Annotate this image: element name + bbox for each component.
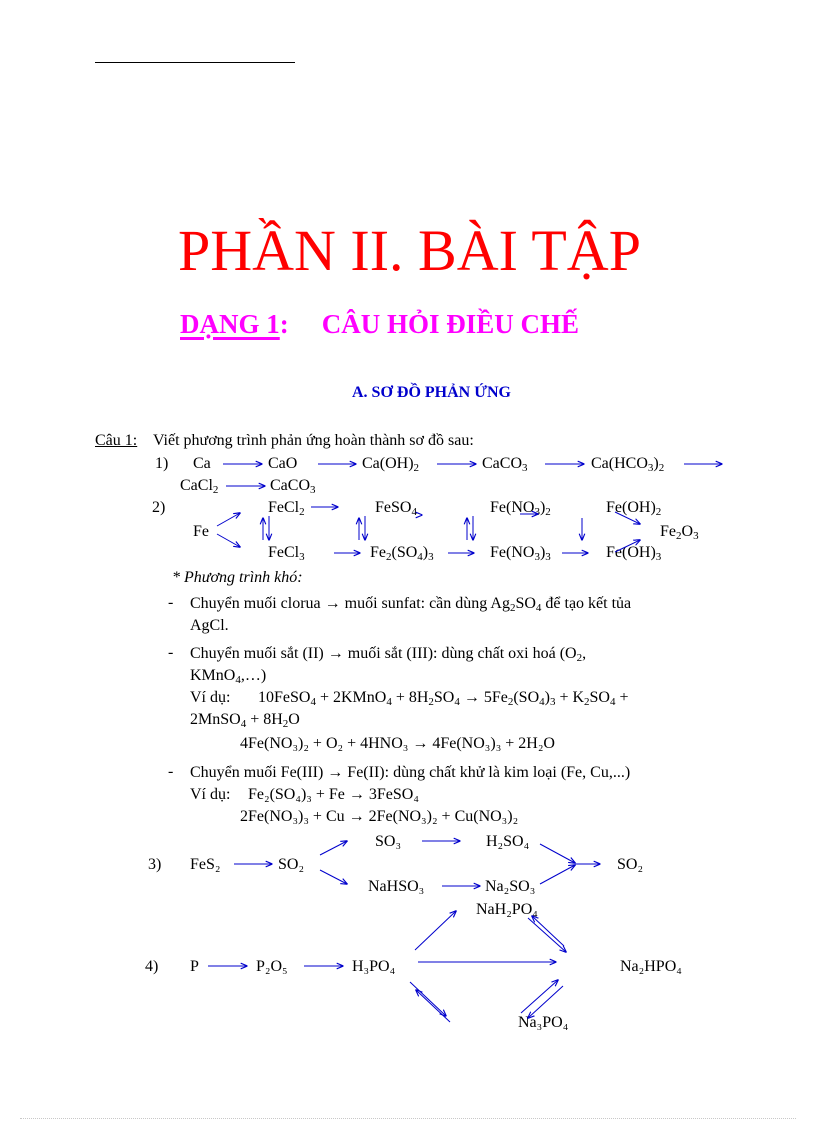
scheme-1-number: 1): [155, 455, 169, 472]
example-1-label: Ví dụ:: [190, 689, 231, 706]
s4-p2o5: P₂O₅: [256, 958, 288, 975]
s2-feso4: FeSO$_4$: [375, 499, 417, 518]
subtitle-text: CÂU HỎI ĐIỀU CHẾ: [321, 309, 580, 339]
s3-fes2: FeS₂: [190, 856, 221, 873]
s1-ca: Ca: [193, 455, 211, 472]
s1-cahco32: $Ca(HCO_3)_2$: [591, 455, 665, 474]
s3-na2so3: Na₂SO₃: [485, 878, 536, 895]
bullet-3: -: [168, 763, 174, 780]
question-prompt: Viết phương trình phản ứng hoàn thành sơ đồ sau:: [152, 432, 474, 449]
s2-feoh3: $Fe(OH)_3$: [606, 544, 662, 563]
s3-h2so4: H₂SO₄: [486, 833, 530, 850]
section-heading: A. SƠ ĐỒ PHẢN ỨNG: [352, 384, 511, 401]
note-2: Chuyển muối sắt (II) → muối sắt (III): dùng chất oxi hoá ($O_2$,: [190, 645, 587, 664]
s4-h3po4: H₃PO₄: [352, 958, 396, 975]
s1-caoh2: $Ca(OH)_2$: [362, 455, 420, 474]
equation-4: 2Fe(NO₃)₃ + Cu → 2Fe(NO₃)₂ + Cu(NO₃)₂: [240, 808, 519, 825]
subtitle-label: DẠNG 1: [180, 309, 280, 339]
bullet-2: -: [168, 644, 174, 661]
equation-1: 10FeSO$_4$ + 2KMnO$_4$ + $8H_2SO_4 \to 5Fe_2(SO_4)_3 + K_2SO_4$ +: [258, 689, 629, 708]
note-3: Chuyển muối Fe(III) → Fe(II): dùng chất khử là kim loại (Fe, Cu,...): [190, 764, 631, 781]
s1-caco3-b: CaCO$_3$: [270, 477, 316, 496]
s2-feno33: $Fe(NO_3)_3$: [490, 544, 551, 563]
s2-fe2o3: $Fe_2O_3$: [660, 523, 699, 542]
scheme-2-number: 2): [152, 499, 166, 516]
s4-nah2po4: NaH₂PO₄: [476, 901, 538, 918]
s3-so2-end: SO₂: [617, 856, 644, 873]
equation-2: 4Fe(NO₃)₂ + O₂ + 4HNO₃ → 4Fe(NO₃)₃ + 2H₂O: [240, 735, 555, 752]
s2-feoh2: $Fe(OH)_2$: [606, 499, 662, 518]
s2-fecl2: FeCl$_2$: [268, 499, 305, 518]
s2-fe: Fe: [193, 523, 209, 540]
scheme-4-number: 4): [145, 958, 159, 975]
s2-feno32: $Fe(NO_3)_2$: [490, 499, 551, 518]
note-2-cont: KMnO$_4$,…): [190, 667, 267, 686]
s1-caco3: CaCO$_3$: [482, 455, 528, 474]
bullet-1: -: [168, 594, 174, 611]
s4-na3po4: Na₃PO₄: [518, 1014, 569, 1031]
s3-so3: SO₃: [375, 833, 402, 850]
s4-na2hpo4: Na₂HPO₄: [620, 958, 682, 975]
s4-p: P: [190, 958, 199, 975]
question-label: Câu 1:: [95, 432, 138, 449]
note-1: Chuyển muối clorua → muối sunfat: cần dùng $Ag_2SO_4$ để tạo kết tủa: [190, 595, 632, 614]
header-rule: [95, 62, 295, 63]
equation-1-cont: 2MnSO$_4$ + $8H_2O$: [190, 711, 300, 730]
subtitle: [180, 308, 579, 340]
subtitle-colon: :: [279, 309, 289, 339]
scheme-3-number: 3): [148, 856, 162, 873]
question-1: [95, 431, 474, 451]
hard-equations-note: * Phương trình khó:: [172, 569, 303, 586]
page-bottom-border: [20, 1118, 796, 1119]
note-1-cont: AgCl.: [190, 617, 229, 634]
s2-fecl3: FeCl$_3$: [268, 544, 305, 563]
s3-so2: SO₂: [278, 856, 305, 873]
s2-fe2so43: $Fe_2(SO_4)_3$: [370, 544, 434, 563]
example-2-label: Ví dụ:: [190, 786, 231, 803]
page-title: PHẦN II. BÀI TẬP: [178, 218, 641, 283]
s1-cacl2: CaCl$_2$: [180, 477, 219, 496]
s1-cao: CaO: [268, 455, 298, 472]
s3-nahso3: NaHSO₃: [368, 878, 425, 895]
equation-3: Fe₂(SO₄)₃ + Fe → 3FeSO₄: [248, 786, 419, 803]
